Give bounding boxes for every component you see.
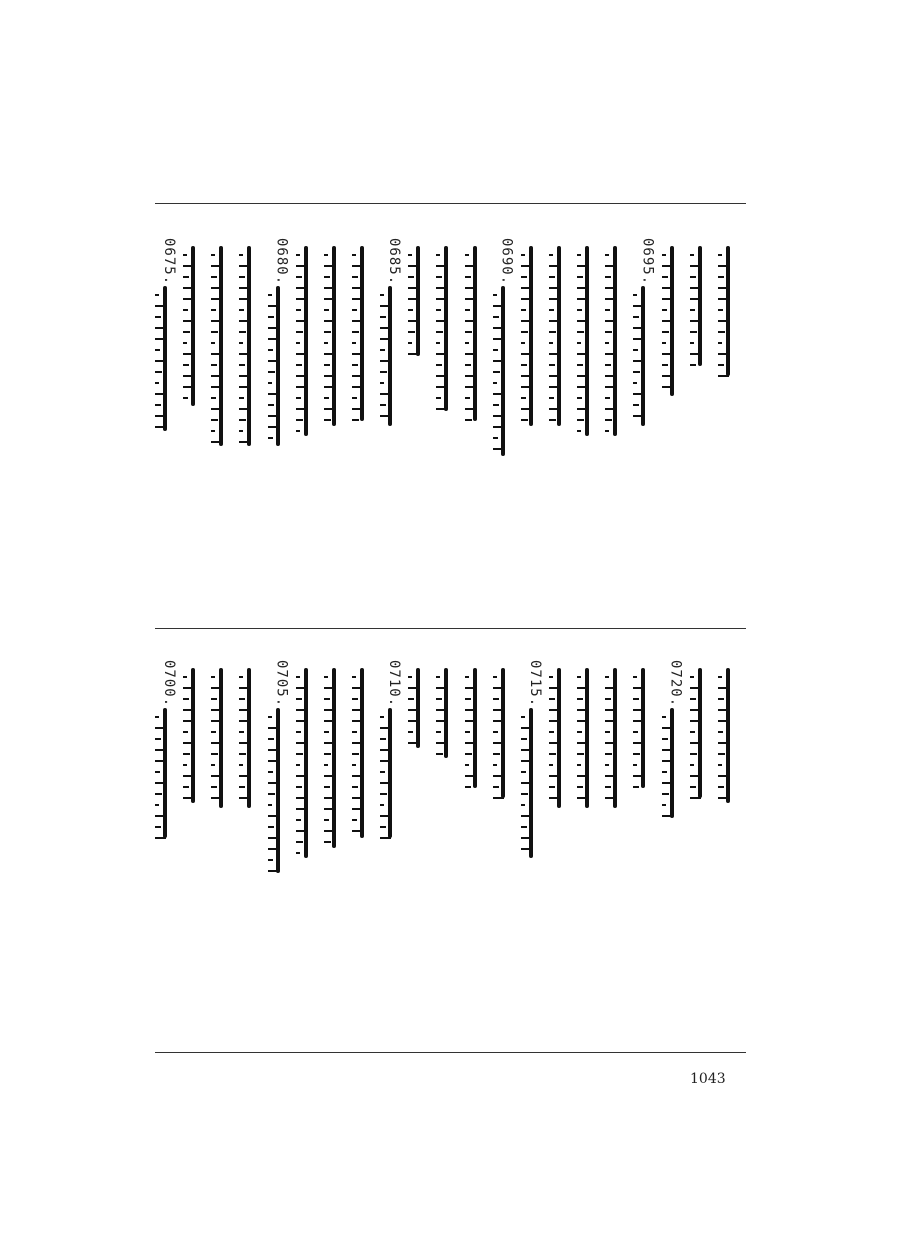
text-column	[328, 660, 356, 910]
text-column	[328, 238, 356, 608]
script-glyph-mark	[155, 382, 159, 384]
line-number: 0675.	[161, 238, 177, 286]
script-stroke	[585, 668, 589, 808]
text-column	[525, 660, 553, 910]
top-text-block	[155, 238, 746, 608]
line-number: 0685.	[386, 238, 403, 286]
script-glyph-mark	[155, 360, 165, 362]
text-column	[272, 238, 300, 608]
text-column	[384, 660, 412, 910]
top-rule	[155, 203, 746, 204]
script-stroke	[501, 286, 505, 456]
script-glyph-mark	[155, 338, 163, 340]
text-column	[497, 660, 525, 910]
text-column	[272, 660, 300, 910]
script-stroke	[444, 246, 448, 411]
text-column	[609, 660, 637, 910]
text-column	[187, 660, 215, 910]
text-column	[356, 660, 384, 910]
text-column	[722, 238, 750, 608]
text-column	[553, 660, 581, 910]
script-stroke	[557, 246, 561, 426]
script-stroke	[613, 668, 617, 808]
middle-rule	[155, 628, 746, 629]
script-stroke	[360, 246, 364, 421]
script-glyph-mark	[155, 716, 159, 718]
text-column	[469, 238, 497, 608]
script-stroke	[219, 246, 223, 446]
text-column	[159, 238, 187, 608]
text-column	[243, 238, 271, 608]
text-column	[666, 660, 694, 910]
line-number: 0700.	[161, 660, 177, 708]
bottom-text-block	[155, 660, 746, 910]
script-glyph-mark	[155, 826, 161, 828]
script-glyph-mark	[155, 305, 164, 307]
script-glyph-mark	[155, 349, 160, 351]
text-column	[187, 238, 215, 608]
script-glyph-mark	[155, 782, 165, 784]
text-column	[637, 238, 665, 608]
line-number: 0710.	[386, 660, 403, 708]
line-number: 0705.	[273, 660, 290, 708]
script-stroke	[360, 668, 364, 838]
script-glyph-mark	[155, 316, 161, 318]
line-number: 0690.	[498, 238, 515, 286]
line-number: 0695.	[639, 238, 656, 286]
text-column	[215, 660, 243, 910]
script-stroke	[641, 286, 645, 426]
script-glyph-mark	[155, 738, 161, 740]
script-glyph-mark	[155, 837, 166, 839]
script-stroke	[219, 668, 223, 808]
text-column	[525, 238, 553, 608]
text-column	[440, 238, 468, 608]
text-column	[497, 238, 525, 608]
text-column	[581, 660, 609, 910]
script-glyph-mark	[155, 793, 162, 795]
script-stroke	[641, 668, 645, 788]
script-stroke	[247, 246, 251, 446]
script-stroke	[698, 246, 702, 366]
line-number: 0680.	[273, 238, 290, 286]
script-stroke	[388, 286, 392, 426]
text-column	[215, 238, 243, 608]
text-column	[384, 238, 412, 608]
text-column	[694, 238, 722, 608]
script-stroke	[276, 286, 280, 446]
text-column	[666, 238, 694, 608]
script-stroke	[473, 246, 477, 421]
script-glyph-mark	[155, 815, 164, 817]
script-stroke	[473, 668, 477, 788]
text-column	[469, 660, 497, 910]
text-column	[440, 660, 468, 910]
text-column	[553, 238, 581, 608]
line-number: 0715.	[526, 660, 543, 708]
script-stroke	[276, 708, 280, 873]
text-column	[637, 660, 665, 910]
script-glyph-mark	[155, 294, 159, 296]
text-column	[300, 238, 328, 608]
script-stroke	[444, 668, 448, 758]
script-glyph-mark	[155, 415, 166, 417]
text-column	[722, 660, 750, 910]
script-stroke	[416, 246, 420, 356]
script-glyph-mark	[155, 727, 164, 729]
script-glyph-mark	[155, 404, 161, 406]
script-glyph-mark	[155, 771, 160, 773]
text-column	[159, 660, 187, 910]
text-column	[609, 238, 637, 608]
text-column	[694, 660, 722, 910]
script-stroke	[557, 668, 561, 808]
text-column	[412, 238, 440, 608]
text-column	[412, 660, 440, 910]
bottom-rule	[155, 1052, 746, 1053]
text-column	[300, 660, 328, 910]
page-number: 1043	[690, 1071, 726, 1087]
script-stroke	[163, 286, 167, 431]
script-stroke	[529, 246, 533, 426]
script-glyph-mark	[155, 804, 159, 806]
text-column	[243, 660, 271, 910]
line-number: 0720.	[667, 660, 684, 708]
text-column	[581, 238, 609, 608]
script-glyph-mark	[155, 371, 162, 373]
script-stroke	[416, 668, 420, 748]
script-glyph-mark	[155, 327, 166, 329]
script-stroke	[247, 668, 251, 808]
script-glyph-mark	[155, 426, 163, 428]
script-glyph-mark	[155, 749, 166, 751]
script-stroke	[670, 708, 674, 818]
script-stroke	[191, 246, 195, 406]
script-glyph-mark	[155, 393, 164, 395]
text-column	[356, 238, 384, 608]
script-glyph-mark	[155, 760, 163, 762]
script-stroke	[332, 246, 336, 426]
script-stroke	[332, 668, 336, 848]
